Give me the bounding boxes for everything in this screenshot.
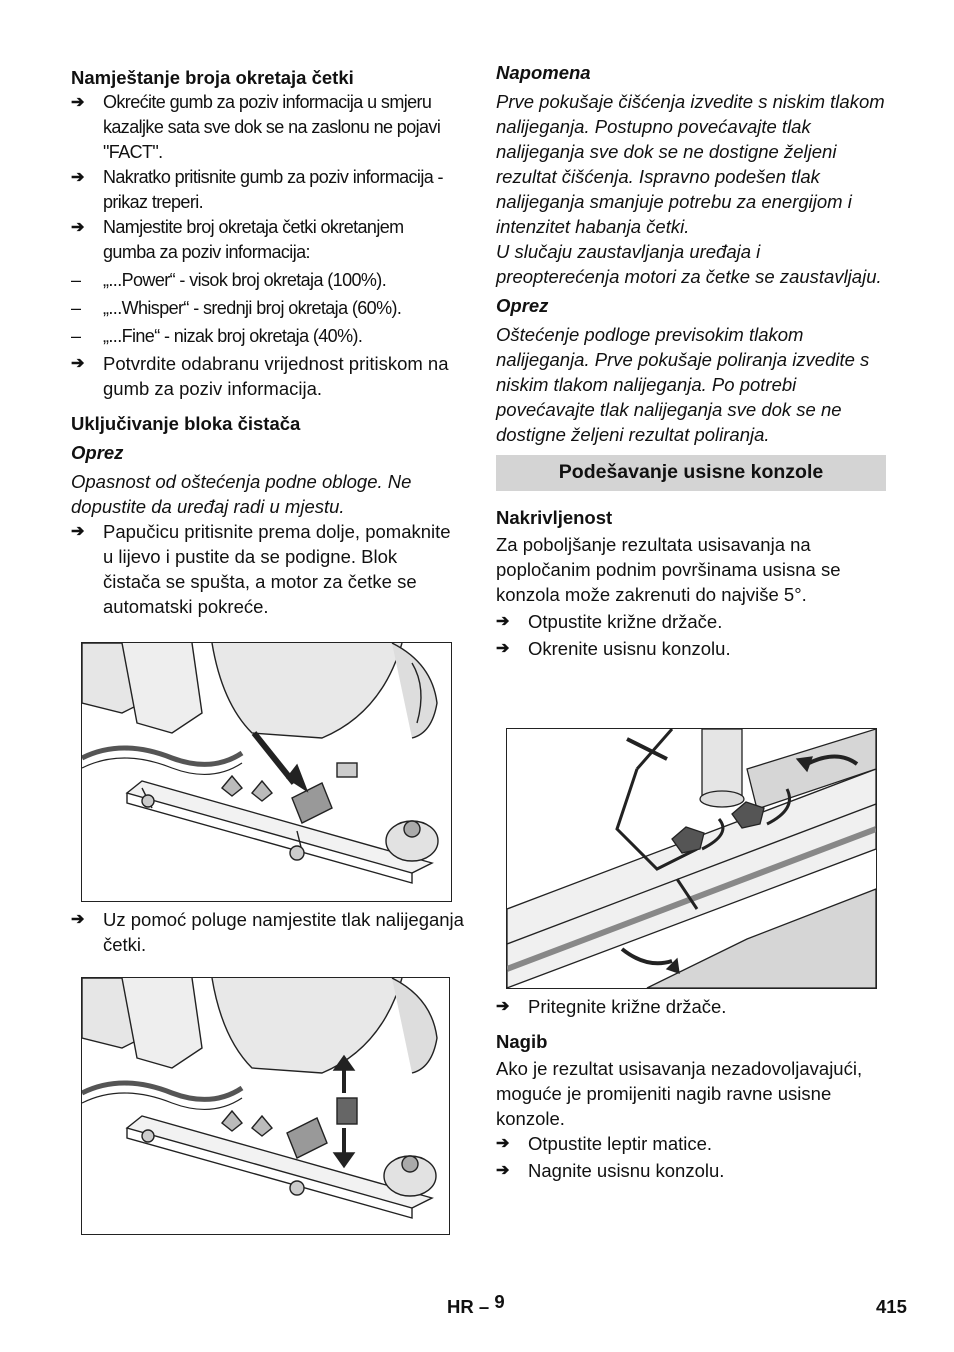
arrow-right-icon: ➔	[496, 1135, 510, 1152]
caution-text: Opasnost od oštećenja podne obloge. Ne dopustite da uređaj radi u mjestu.	[71, 471, 412, 517]
step-lever: ➔ Uz pomoć poluge namjestite tlak nalijeganja četki.	[71, 909, 464, 955]
caution-label-right: Oprez	[496, 295, 549, 316]
dash-item-fine: – „...Fine“ - nizak broj okretaja (40%).	[71, 326, 363, 346]
step-1: ➔ Okrećite gumb za poziv informacija u smjeru kazaljke sata sve dok se na zaslonu ne pojavi "FACT".	[71, 92, 441, 162]
subheading-inclination: Nagib	[496, 1031, 548, 1052]
machine-pedal-drawing	[82, 643, 451, 901]
subheading-tilt: Nakrivljenost	[496, 507, 613, 528]
note-label: Napomena	[496, 62, 591, 83]
arrow-right-icon: ➔	[71, 169, 84, 186]
step-tighten-cross: ➔ Pritegnite križne držače.	[496, 996, 727, 1017]
tilt-text: Za poboljšanje rezultata usisavanja na popločanim podnim površinama usisna se konzola može zakrenuti do najviše 5°.	[496, 534, 841, 605]
note-text-2: U slučaju zaustavljanja uređaja i preopterećenja motori za četke se zaustavljaju.	[496, 241, 882, 287]
section-title-banner: Podešavanje usisne konzole	[496, 455, 886, 491]
step-tilt-console: ➔ Nagnite usisnu konzolu.	[496, 1160, 725, 1181]
note-text: Prve pokušaje čišćenja izvedite s niskim tlakom nalijeganja. Postupno povećavajte tlak nalijeganja sve dok se ne dostigne željeni rezultat čišćenja. Ispravno podešen tlak nalijeganja smanjuje potrebu za energijom i intenzitet habanja četki.	[496, 91, 885, 237]
left-column	[71, 60, 459, 619]
arrow-right-icon: ➔	[71, 94, 84, 111]
footer-lang-page	[447, 1291, 505, 1318]
arrow-right-icon: ➔	[71, 911, 85, 928]
arrow-right-icon: ➔	[71, 219, 84, 236]
arrow-right-icon: ➔	[496, 1162, 510, 1179]
step-pedal: ➔ Papučicu pritisnite prema dolje, pomaknite u lijevo i pustite da se podigne. Blok čistača se spušta, a motor za četke se automatski pokreće.	[71, 521, 451, 617]
arrow-right-icon: ➔	[496, 613, 510, 630]
arrow-right-icon: ➔	[496, 998, 510, 1015]
suction-console-drawing	[507, 729, 876, 988]
machine-lever-drawing	[82, 978, 449, 1234]
arrow-right-icon: ➔	[496, 640, 510, 657]
step-rotate-console: ➔ Okrenite usisnu konzolu.	[496, 638, 731, 659]
section-nagib	[496, 1029, 886, 1183]
step-2: ➔ Nakratko pritisnite gumb za poziv informacija - prikaz treperi.	[71, 167, 443, 212]
arrow-right-icon: ➔	[71, 355, 85, 372]
footer-lang: HR	[447, 1296, 474, 1317]
caution-label: Oprez	[71, 442, 124, 463]
footer-section-number: 9	[494, 1291, 505, 1312]
figure-lever-illustration	[81, 977, 450, 1235]
dash-item-whisper: – „...Whisper“ - srednji broj okretaja (60%).	[71, 298, 402, 318]
figure-pedal-illustration	[81, 642, 452, 902]
arrow-right-icon: ➔	[71, 523, 85, 540]
dash-item-power: – „...Power“ - visok broj okretaja (100%).	[71, 270, 387, 290]
figure-suction-console	[506, 728, 877, 989]
step-confirm: ➔ Potvrdite odabranu vrijednost pritiskom na gumb za poziv informacija.	[71, 353, 449, 399]
inclination-text: Ako je rezultat usisavanja nezadovoljavajući, moguće je promijeniti nagib ravne usisne konzole.	[496, 1058, 863, 1129]
page-number: 415	[876, 1296, 907, 1317]
right-column	[496, 60, 886, 661]
footer-sep: –	[478, 1296, 490, 1317]
step-loosen-wing: ➔ Otpustite leptir matice.	[496, 1133, 713, 1154]
heading-cleaning-head: Uključivanje bloka čistača	[71, 413, 301, 434]
step-loosen-cross: ➔ Otpustite križne držače.	[496, 611, 723, 632]
heading-brush-speed: Namještanje broja okretaja četki	[71, 67, 354, 88]
caution-text-right: Oštećenje podloge previsokim tlakom nalijeganja. Prve pokušaje poliranja izvedite s niskim tlakom nalijeganja. Po potrebi povećavajte tlak nalijeganja sve dok se ne dostigne željeni rezultat poliranja.	[496, 324, 870, 445]
step-3: ➔ Namjestite broj okretaja četki okretanjem gumba za poziv informacija:	[71, 217, 404, 262]
